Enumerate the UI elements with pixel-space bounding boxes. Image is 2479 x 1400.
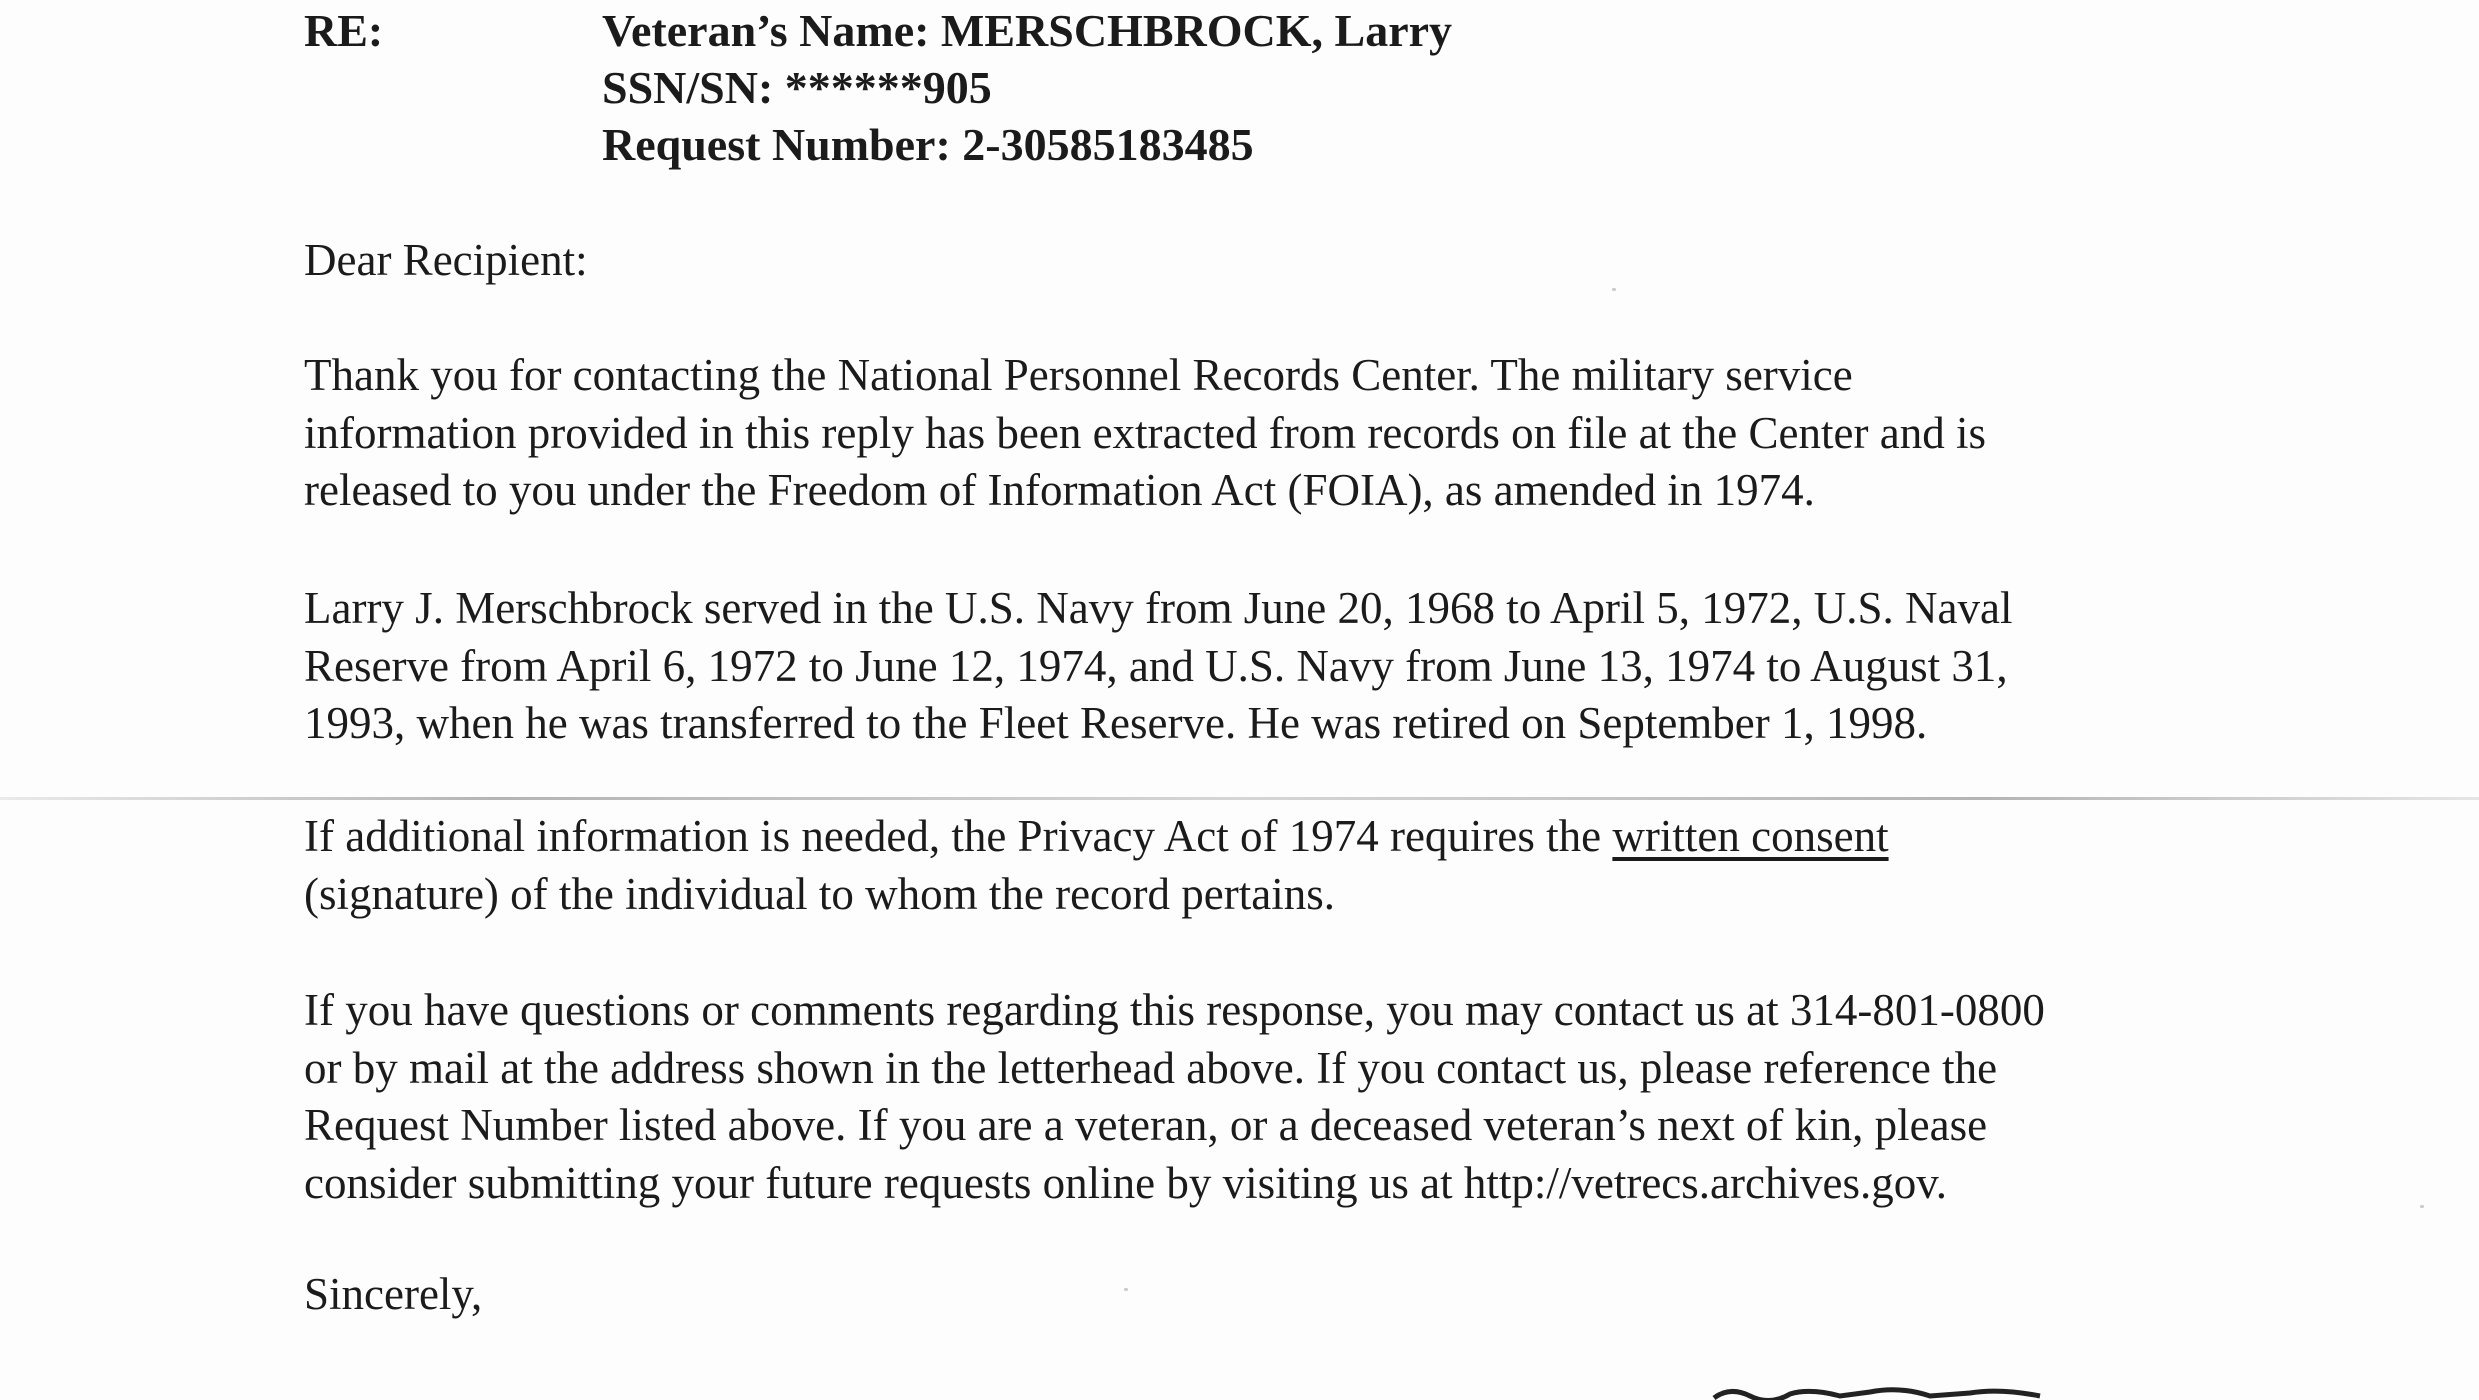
paper-fold-line: [0, 797, 2479, 800]
salutation: Dear Recipient:: [304, 235, 588, 285]
re-label: RE:: [304, 5, 384, 56]
request-number: Request Number: 2-30585183485: [602, 119, 1254, 170]
paragraph-line: 1993, when he was transferred to the Fleet Reserve. He was retired on September 1, 1998.: [304, 698, 1928, 748]
paragraph-thank-you: [304, 347, 2294, 520]
signature-fragment: [1710, 1384, 2050, 1400]
scan-speck: [2420, 1205, 2424, 1208]
paragraph-contact: [304, 982, 2294, 1212]
closing: Sincerely,: [304, 1269, 483, 1319]
paragraph-line: (signature) of the individual to whom the record pertains.: [304, 868, 1335, 919]
scan-speck: [1612, 288, 1616, 291]
paragraph-line: released to you under the Freedom of Information Act (FOIA), as amended in 1974.: [304, 465, 1815, 515]
paragraph-line: Request Number listed above. If you are a veteran, or a deceased veteran’s next of kin, please: [304, 1100, 1988, 1150]
paragraph-line: Reserve from April 6, 1972 to June 12, 1974, and U.S. Navy from June 13, 1974 to August 31,: [304, 640, 2008, 691]
veteran-name: Veteran’s Name: MERSCHBROCK, Larry: [602, 5, 1453, 56]
ssn: SSN/SN: ******905: [602, 62, 992, 113]
paragraph-line: Thank you for contacting the National Personnel Records Center. The military service: [304, 350, 1853, 400]
scan-speck: [1124, 1288, 1128, 1291]
paragraph-line: information provided in this reply has been extracted from records on file at the Center and is: [304, 407, 1986, 458]
paragraph-privacy-act: [304, 808, 2294, 923]
paragraph-line: If you have questions or comments regarding this response, you may contact us at 314-801-0800: [304, 985, 2045, 1035]
paragraph-line: Larry J. Merschbrock served in the U.S. Navy from June 20, 1968 to April 5, 1972, U.S. Naval: [304, 583, 2013, 633]
paragraph-service-history: [304, 580, 2294, 753]
paragraph-line: consider submitting your future requests online by visiting us at http://vetrecs.archives.gov.: [304, 1157, 1948, 1208]
paragraph-line: If additional information is needed, the Privacy Act of 1974 requires the written consent: [304, 811, 1889, 861]
reference-fields: [602, 2, 1452, 173]
written-consent-text: written consent: [1612, 811, 1889, 861]
paragraph-line: or by mail at the address shown in the letterhead above. If you contact us, please reference the: [304, 1042, 1998, 1093]
